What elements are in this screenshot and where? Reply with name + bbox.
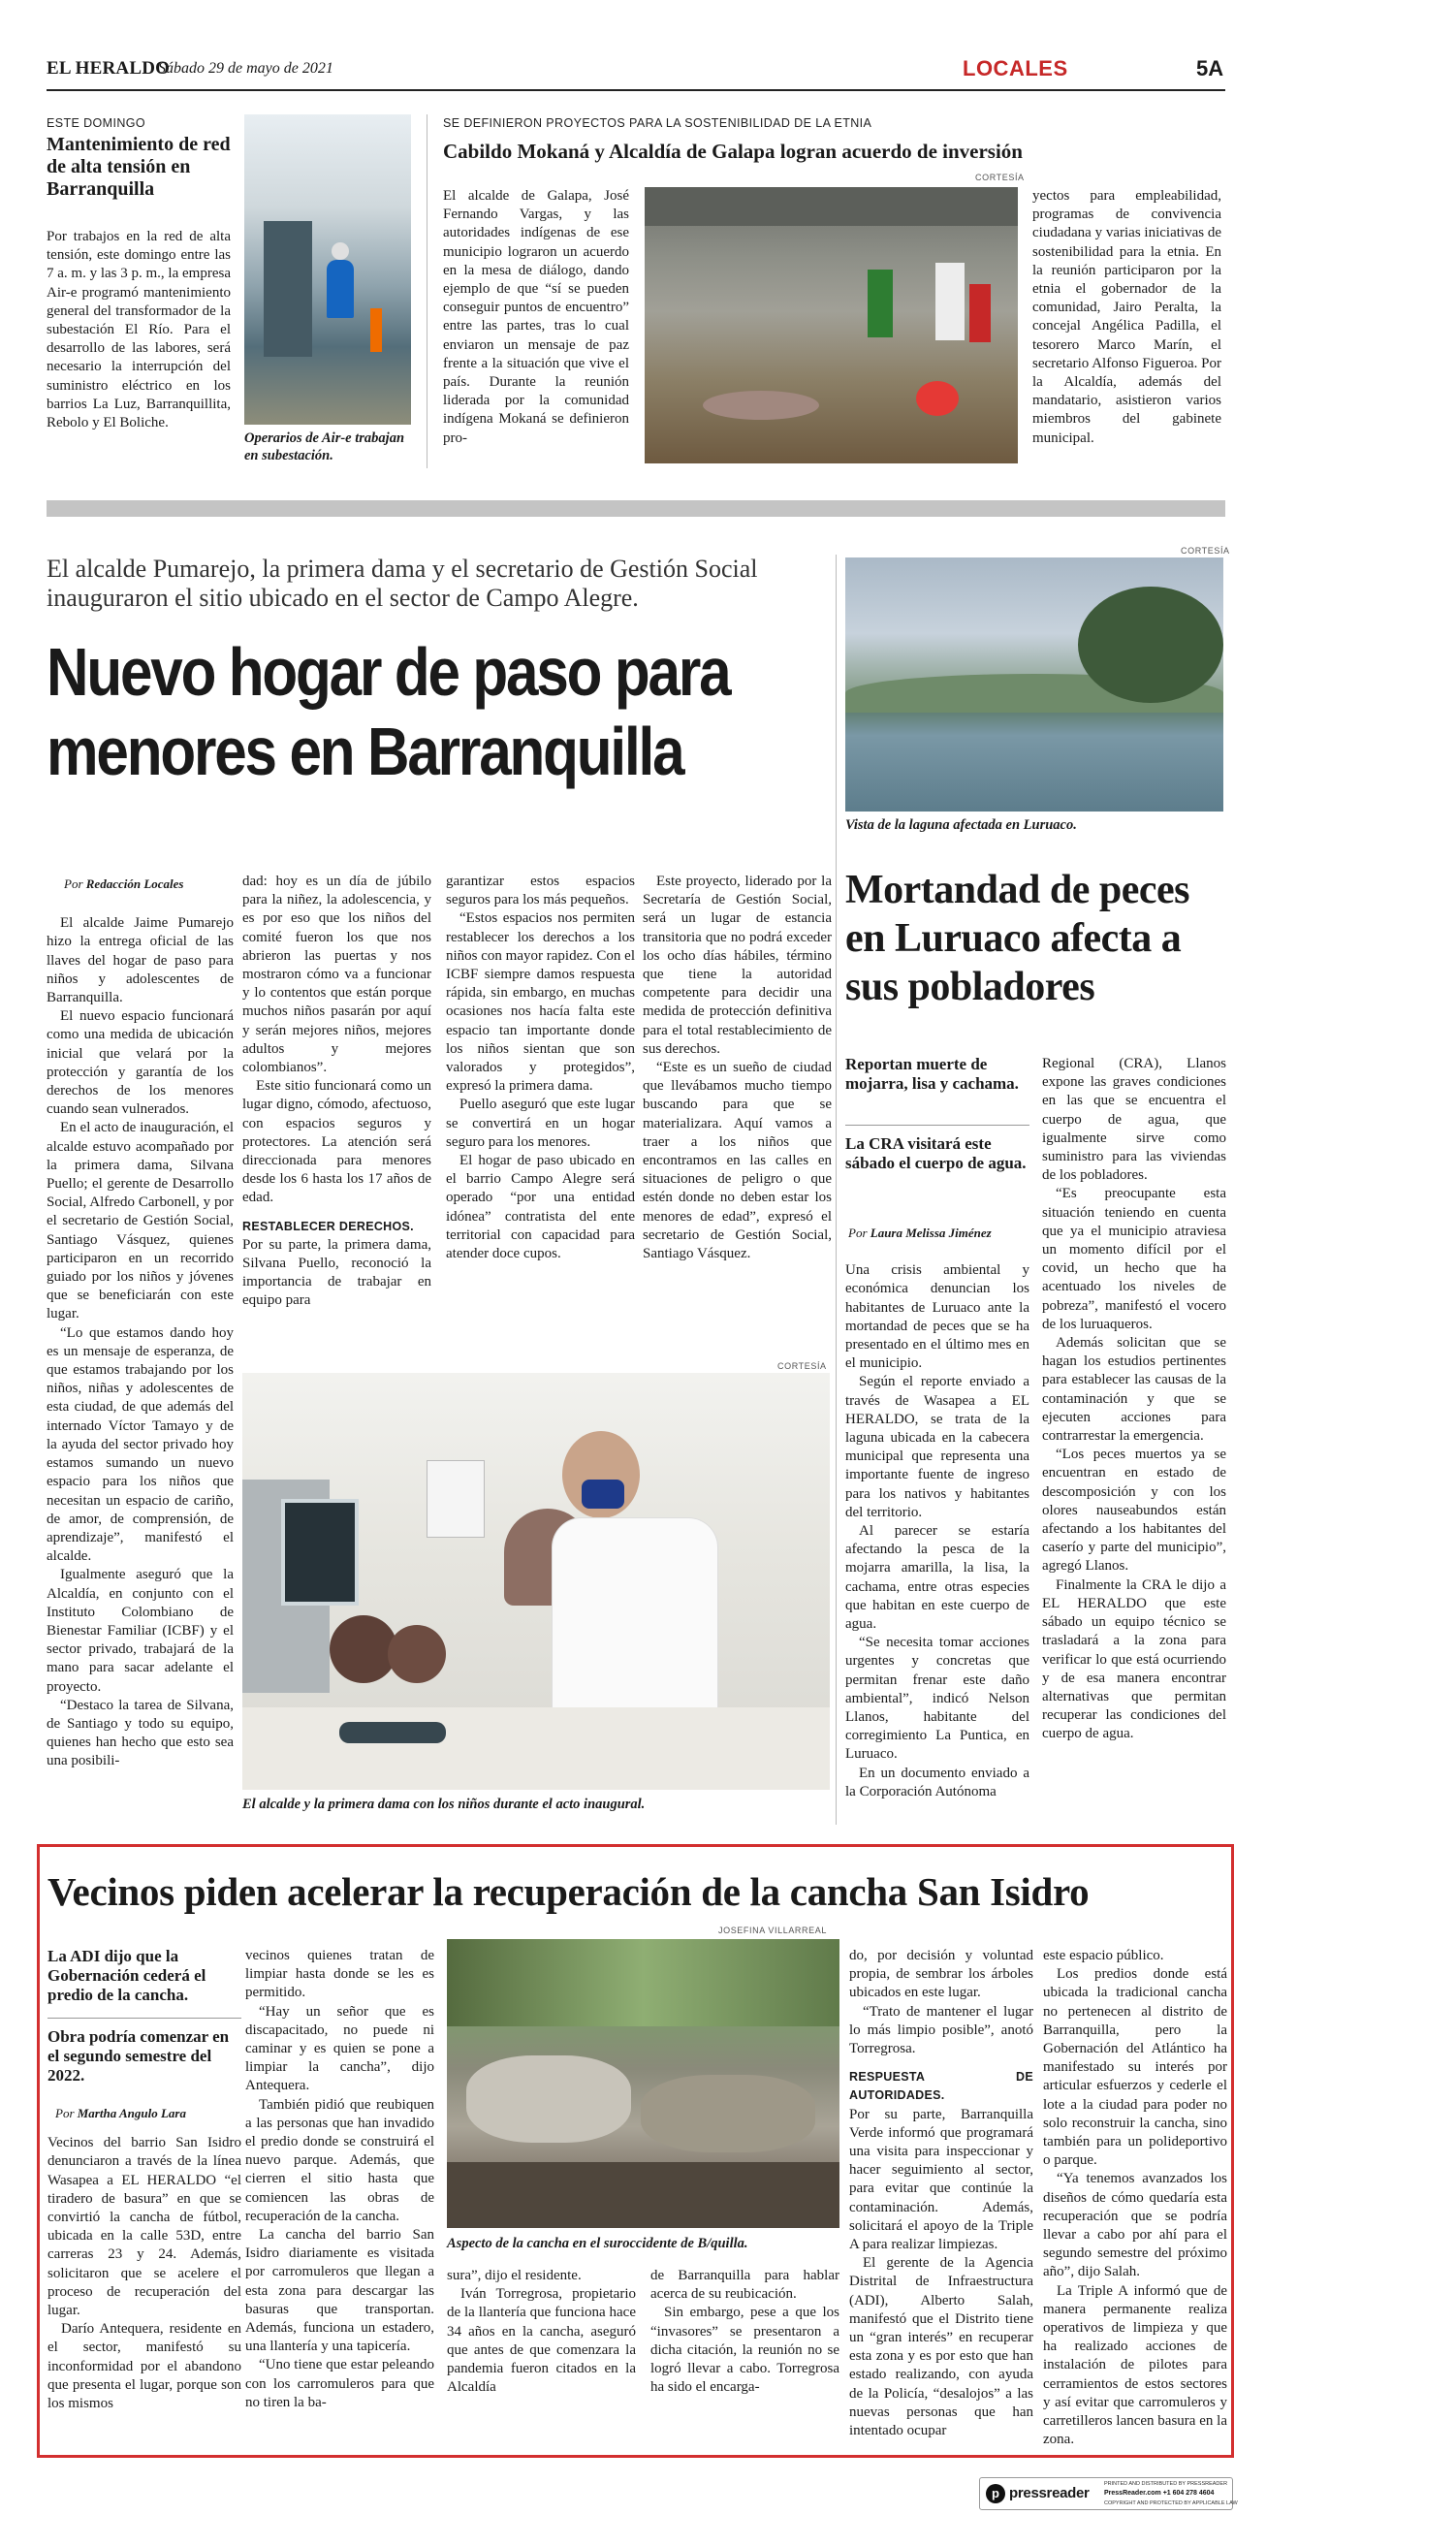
side-photo-credit: CORTESÍA xyxy=(1181,546,1230,556)
brief1-kicker: ESTE DOMINGO xyxy=(47,116,146,130)
section-name: LOCALES xyxy=(963,56,1068,80)
paragraph: En un documento enviado a la Corporación Autónoma xyxy=(845,1765,1029,1799)
paragraph: “Destaco la tarea de Silvana, de Santiago y todo su equipo, quienes han hecho que esto sea una posibili- xyxy=(47,1697,234,1769)
main-caption: El alcalde y la primera dama con los niños durante el acto inaugural. xyxy=(242,1797,646,1812)
paragraph: “Es preocupante esta situación teniendo en cuenta que ya el municipio atraviesa un momento difícil por el covid, un hecho que ha acentuado los niveles de pobreza”, manifestó el vocero de los luruaqueros. xyxy=(1042,1186,1226,1332)
side-summary-2: La CRA visitará este sábado el cuerpo de agua. xyxy=(845,1134,1027,1172)
paragraph: Vecinos del barrio San Isidro denunciaron a través de la línea Wasapea a EL HERALDO “el tiradero de basura” en que se convirtió la cancha de fútbol, ubicada en la calle 53D, entre carreras 23 y 24. Además, solicitaron que se acelere el proceso de recuperación del lugar. xyxy=(47,2135,241,2319)
paragraph: Este sitio funcionará como un lugar digno, cómodo, afectuoso, con espacios seguros y protectores. La atención será direccionada para menores desde los 6 hasta los 17 años de edad. xyxy=(242,1078,431,1206)
side-summary-divider xyxy=(845,1125,1029,1126)
paragraph: En el acto de inauguración, el alcalde estuvo acompañado por la primera dama, Silvana Puello; el gerente de Desarrollo Social, Alfredo Carbonell, y por el secretario de Gestión Social, Santiago Vásquez, quienes participaron en un recorrido guiado por los niños y jóvenes que se beneficiarán con este lugar. xyxy=(47,1120,234,1322)
paragraph: vecinos quienes tratan de limpiar hasta donde se les es permitido. xyxy=(245,1948,434,2001)
brief1-title: Mantenimiento de red de alta tensión en Barranquilla xyxy=(47,134,231,200)
subhead: RESPUESTA DE AUTORIDADES. xyxy=(849,2070,1033,2103)
pressreader-brand: pressreader xyxy=(1009,2485,1090,2501)
brief2-photo xyxy=(645,187,1018,463)
byline-prefix: Por xyxy=(848,1226,868,1240)
side-byline xyxy=(848,1224,1029,1242)
paragraph: La Triple A informó que de manera permanente realiza operativos de limpieza y que ha realizado acciones de instalación de pilotes para cerramientos de estos sectores y así evitar que carromuleros y carretilleros lancen basura en la zona. xyxy=(1043,2282,1227,2448)
main-col1 xyxy=(47,873,234,1771)
side-headline: Mortandad de peces en Luruaco afecta a sus pobladores xyxy=(845,868,1189,1009)
paragraph: Igualmente aseguró que la Alcaldía, en conjunto con el Instituto Colombiano de Bienestar Familiar (ICBF) y el sector privado, trabajará de la mano para sacar adelante el proyecto. xyxy=(47,1567,234,1695)
paragraph: El hogar de paso ubicado en el barrio Campo Alegre será operado “por una entidad idónea” contratista del ente territorial con capacidad para atender doce cupos. xyxy=(446,1153,635,1262)
byline-prefix: Por xyxy=(64,876,83,891)
paragraph: El alcalde Jaime Pumarejo hizo la entrega oficial de las llaves del hogar de paso para niños y adolescentes de Barranquilla. xyxy=(47,915,234,1006)
paragraph: El nuevo espacio funcionará como una medida de ubicación inicial que velará por la protección y garantía de los derechos de los menores cuando sean vulnerados. xyxy=(47,1008,234,1118)
paragraph: Finalmente la CRA le dijo a EL HERALDO que este sábado un equipo técnico se trasladará a la zona para verificar lo que está ocurriendo y de esa manera encontrar alternativas que permitan recuperar las condiciones del cuerpo de agua. xyxy=(1042,1576,1226,1742)
pressreader-line-2: PressReader.com +1 604 278 4604 xyxy=(1104,2490,1215,2497)
brief2-title: Cabildo Mokaná y Alcaldía de Galapa logran acuerdo de inversión xyxy=(443,140,1023,163)
paragraph: Darío Antequera, residente en el sector, manifestó su inconformidad por el abandono que presenta el lugar, porque son los mismos xyxy=(47,2321,241,2412)
bottom-col1 xyxy=(47,2102,241,2413)
side-summary-1: Reportan muerte de mojarra, lisa y cachama. xyxy=(845,1055,1019,1093)
bottom-photo-credit: JOSEFINA VILLARREAL xyxy=(718,1926,827,1935)
subhead: RESTABLECER DERECHOS. xyxy=(242,1219,414,1233)
bottom-summary-1: La ADI dijo que la Gobernación cederá el predio de la cancha. xyxy=(47,1947,206,2004)
paper-name: EL HERALDO xyxy=(47,58,171,79)
bottom-col3 xyxy=(447,2267,636,2397)
paragraph: garantizar estos espacios seguros para los más pequeños. xyxy=(446,874,635,908)
paragraph: Según el reporte enviado a través de Wasapea a EL HERALDO, se trata de la laguna ubicada en la cabecera municipal que representa una importante fuente de ingreso para los nativos y habitantes del territorio. xyxy=(845,1374,1029,1520)
side-col2 xyxy=(1042,1055,1226,1744)
paragraph: “Ya tenemos avanzados los diseños de cómo quedaría esta recuperación que se podría llevar a cabo por ahí para el segundo semestre del próximo año”, dijo Salah. xyxy=(1043,2171,1227,2280)
paragraph: También pidió que reubiquen a las personas que han invadido el predio donde se construirá el nuevo parque. Además, que cierren el sitio hasta que comiencen las obras de recuperación de la cancha. xyxy=(245,2096,434,2224)
main-headline: Nuevo hogar de paso para menores en Barranquilla xyxy=(47,634,730,789)
page-header xyxy=(47,56,1225,85)
bottom-col6 xyxy=(1043,1947,1227,2449)
brief2-col2 xyxy=(1032,187,1221,448)
paragraph: “Este es un sueño de ciudad que llevábamos mucho tiempo buscando para que se materializara. Aquí vamos a traer a los niños que encontramos en las calles en situaciones de peligro o que estén donde no deben estar los menores de edad”, expresó el secretario de Gestión Social, Santiago Vásquez. xyxy=(643,1060,832,1262)
main-col3 xyxy=(446,873,635,1263)
paragraph: sura”, dijo el residente. xyxy=(447,2268,582,2283)
paragraph: “Hay un señor que es discapacitado, no puede ni caminar y es quien se pone a limpiar la cancha”, dijo Antequera. xyxy=(245,2003,434,2094)
brief2-col1 xyxy=(443,187,629,448)
paragraph: La cancha del barrio San Isidro diariamente es visitada por carromuleros que llegan a esta zona para descargar las basuras que transportan. Además, funciona un estadero, una llantería y una tapicería. xyxy=(245,2227,434,2355)
byline-name: Martha Angulo Lara xyxy=(77,2106,186,2120)
paragraph: do, por decisión y voluntad propia, de sembrar los árboles ubicados en este lugar. xyxy=(849,1948,1033,2001)
bottom-col5 xyxy=(849,1947,1033,2440)
paragraph: Regional (CRA), Llanos expone las graves condiciones en las que se encuentra el cuerpo de agua, que igualmente sirve como suministro para las viviendas de los pobladores. xyxy=(1042,1056,1226,1184)
paragraph: de Barranquilla para hablar acerca de su reubicación. xyxy=(650,2268,839,2303)
byline-prefix: Por xyxy=(55,2106,75,2120)
pressreader-line-1: PRINTED AND DISTRIBUTED BY PRESSREADER xyxy=(1104,2481,1228,2487)
bottom-col4 xyxy=(650,2267,839,2397)
side-photo xyxy=(845,557,1223,812)
main-deck: El alcalde Pumarejo, la primera dama y el secretario de Gestión Social inauguraron el sitio ubicado en el sector de Campo Alegre. xyxy=(47,555,758,612)
column-divider xyxy=(836,555,837,1825)
pressreader-logo-icon: p xyxy=(986,2484,1005,2503)
header-rule xyxy=(47,89,1225,91)
paragraph: Sin embargo, pese a que los “invasores” se presentaron a dicha citación, la reunión no se logró llevar a cabo. Torregrosa ha sido el encarga- xyxy=(650,2305,839,2396)
brief1-body xyxy=(47,228,231,432)
side-caption: Vista de la laguna afectada en Luruaco. xyxy=(845,817,1077,833)
bottom-caption: Aspecto de la cancha en el suroccidente de B/quilla. xyxy=(447,2236,748,2251)
paragraph: Iván Torregrosa, propietario de la llantería que funciona hace 34 años en la cancha, aseguró que antes de que comenzara la pandemia fueron citados en la Alcaldía xyxy=(447,2286,636,2396)
bottom-photo xyxy=(447,1939,839,2228)
paragraph: Puello aseguró que este lugar se convertirá en un hogar seguro para los menores. xyxy=(446,1097,635,1150)
brief2-photo-credit: CORTESÍA xyxy=(975,173,1025,182)
brief2-kicker: SE DEFINIERON PROYECTOS PARA LA SOSTENIBILIDAD DE LA ETNIA xyxy=(443,116,872,130)
paragraph: Al parecer se estaría afectando la pesca de la mojarra amarilla, la lisa, la cachama, entre otras especies que habitan en este cuerpo de agua. xyxy=(845,1523,1029,1633)
pressreader-line-3: COPYRIGHT AND PROTECTED BY APPLICABLE LAW xyxy=(1104,2500,1238,2506)
paragraph: “Lo que estamos dando hoy es un mensaje de esperanza, de que estamos trabajando por los niños, niñas y adolescentes de esta ciudad, de que además del internado Víctor Tamayo y de la ayuda del sector privado hoy estamos sumando un nuevo espacio para los niños que necesitan un espacio de cariño, de amor, de comprensión, de aprendizaje”, manifestó el alcalde. xyxy=(47,1324,234,1565)
paragraph: “Trato de mantener el lugar lo más limpio posible”, anotó Torregrosa. xyxy=(849,2003,1033,2057)
bottom-story-box xyxy=(37,1844,1234,2458)
bottom-summary-2: Obra podría comenzar en el segundo semestre del 2022. xyxy=(47,2027,230,2085)
main-photo-credit: CORTESÍA xyxy=(777,1361,827,1371)
paragraph: Una crisis ambiental y económica denuncian los habitantes de Luruaco ante la mortandad de peces que se ha presentado en el último mes en el municipio. xyxy=(845,1262,1029,1372)
main-byline xyxy=(64,875,234,893)
brief1-caption: Operarios de Air-e trabajan en subestación. xyxy=(244,430,405,463)
bottom-headline: Vecinos piden acelerar la recuperación de la cancha San Isidro xyxy=(47,1869,1090,1914)
paragraph: este espacio público. xyxy=(1043,1948,1164,1963)
main-photo xyxy=(242,1373,830,1790)
paragraph: “Estos espacios nos permiten restablecer los derechos a los niños con mayor rapidez. Con el ICBF siempre damos respuesta rápida, sin embargo, en muchas ocasiones nos hacía falta este espacio tan importante donde los niños sientan que son valorados y protegidos”, expresó la primera dama. xyxy=(446,910,635,1095)
side-col1 xyxy=(845,1222,1029,1801)
paragraph: Por su parte, la primera dama, Silvana Puello, reconoció la importancia de trabajar en equipo para xyxy=(242,1236,431,1309)
brief2-col1-text: El alcalde de Galapa, José Fernando Vargas, y las autoridades indígenas de ese municipio lograron un acuerdo en la mesa de diálogo, dando ejemplo de que “sí se pueden conseguir puntos de encuentro” entre las partes, tras lo cual enviaron un mensaje de paz frente a la situación que vive el país. Durante la reunión liderada por la comunidad indígena Mokaná se definieron pro- xyxy=(443,188,629,446)
pressreader-badge[interactable] xyxy=(979,2477,1238,2510)
brief1-text: Por trabajos en la red de alta tensión, este domingo entre las 7 a. m. y las 3 p. m., la empresa Air-e programó mantenimiento general del transformador de la subestación El Río. Para el desarrollo de las labores, será necesario la interrupción del suministro eléctrico en los barrios La Luz, Barranquillita, Rebolo y El Boliche. xyxy=(47,229,231,431)
section-separator xyxy=(47,500,1225,517)
page-number: 5A xyxy=(1196,56,1224,80)
paragraph: Los predios donde está ubicada la tradicional cancha no pertenecen al distrito de Barranquilla, pero la Gobernación del Atlántico ha manifestado su interés por articular esfuerzos y cederle el lote a la ciudad para poder no solo reconstruir la cancha, sino también para un polideportivo o parque. xyxy=(1043,1966,1227,2169)
bottom-summary-divider xyxy=(47,2018,241,2019)
byline-name: Redacción Locales xyxy=(85,876,184,891)
issue-date: Sábado 29 de mayo de 2021 xyxy=(158,60,333,77)
paragraph: dad: hoy es un día de júbilo para la niñez, la adolescencia, y es por eso que los niños del comité fueron los que nos abrieron las puertas y nos mostraron cómo va a funcionar y lo contentos que están porque muchos niños pasarán por aquí y serán mejores niños, mejores adultos y mejores colombianos”. xyxy=(242,874,431,1076)
paragraph: Por su parte, Barranquilla Verde informó que programará una visita para inspeccionar y hacer seguimiento al sector, para evitar que continúe la contaminación. Además, solicitará el apoyo de la Triple A para realizar limpiezas. xyxy=(849,2106,1033,2253)
paragraph: “Se necesita tomar acciones urgentes y concretas que permitan frenar este daño ambiental”, indicó Nelson Llanos, habitante del corregimiento La Puntica, en Luruaco. xyxy=(845,1635,1029,1763)
paragraph: “Los peces muertos ya se encuentran en estado de descomposición y con los olores nauseabundos están afectando a los habitantes del caserío y parte del municipio”, agregó Llanos. xyxy=(1042,1447,1226,1575)
bottom-col2 xyxy=(245,1947,434,2412)
main-col2 xyxy=(242,873,431,1311)
paragraph: “Uno tiene que estar peleando con los carromuleros para que no tiren la ba- xyxy=(245,2357,434,2410)
paragraph: Este proyecto, liderado por la Secretaría de Gestión Social, será un lugar de estancia transitoria que no podrá exceder los ocho días hábiles, término que tiene la autoridad competente para decidir una medida de protección definitiva para el total restablecimiento de sus derechos. xyxy=(643,874,832,1057)
bottom-byline xyxy=(55,2104,241,2122)
brief2-col2-text: yectos para empleabilidad, programas de convivencia ciudadana y varias iniciativas de sostenibilidad para la etnia. En la reunión participaron por la etnia el gobernador de la comunidad, Jairo Peralta, la concejal Angélica Padilla, el tesorero Marco Marín, el secretario Alfonso Figueroa. Por la Alcaldía, además del mandatario, asistieron varios miembros del gabinete municipal. xyxy=(1032,188,1221,446)
brief1-photo xyxy=(244,114,411,425)
main-col4 xyxy=(643,873,832,1263)
byline-name: Laura Melissa Jiménez xyxy=(870,1226,992,1240)
paragraph: Además solicitan que se hagan los estudios pertinentes para establecer las causas de la contaminación y que se ejecuten acciones para contrarrestar la emergencia. xyxy=(1042,1335,1226,1445)
paragraph: El gerente de la Agencia Distrital de Infraestructura (ADI), Alberto Salah, manifestó que el Distrito tiene un “gran interés” en recuperar esta zona y es por esto que han estado realizando, con ayuda de la Policía, “desalojos” a las nuevas personas que han intentado ocupar xyxy=(849,2255,1033,2439)
